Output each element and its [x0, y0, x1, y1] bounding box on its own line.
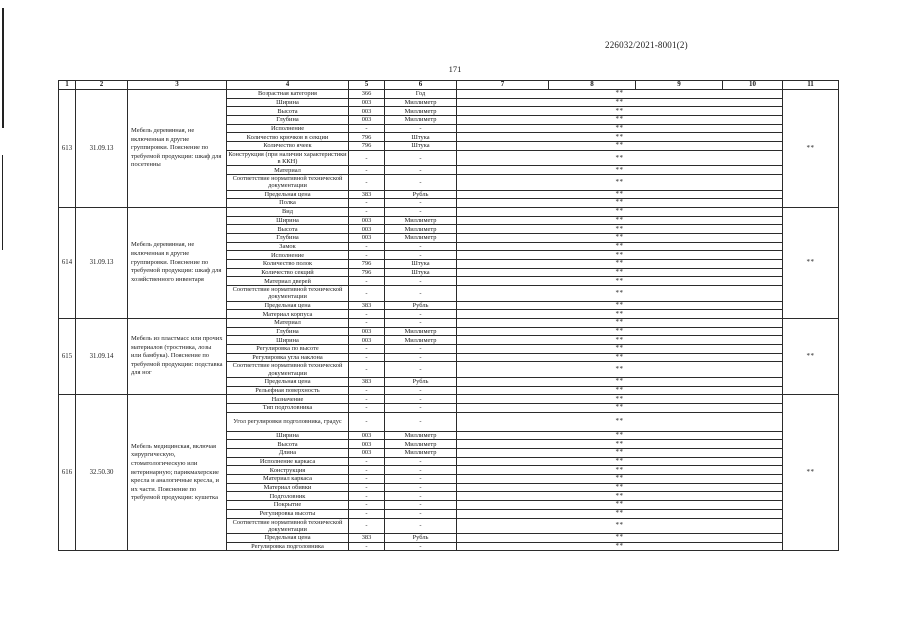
okei-code: - [349, 175, 385, 191]
characteristic-value: ** [457, 440, 783, 449]
unit-name: Миллиметр [385, 233, 457, 242]
unit-name: Миллиметр [385, 336, 457, 345]
okei-code: 003 [349, 327, 385, 336]
okei-code: - [349, 251, 385, 260]
characteristic-name: Материал [227, 166, 349, 175]
okei-code: 003 [349, 116, 385, 125]
item-description: Мебель медицинская, включая хирургическую, стоматологическую или ветеринарную; парикмахерские кресла и аналогичные кресла, и их части. Пояснение по требуемой продукции: кушетка [128, 395, 227, 551]
characteristic-name: Высота [227, 440, 349, 449]
characteristic-value: ** [457, 242, 783, 251]
unit-name: - [385, 166, 457, 175]
unit-name: - [385, 277, 457, 286]
characteristic-value: ** [457, 395, 783, 404]
unit-name: - [385, 518, 457, 534]
okei-code: 003 [349, 336, 385, 345]
characteristic-name: Тип подголовника [227, 403, 349, 412]
unit-name: - [385, 475, 457, 484]
okei-code: 003 [349, 233, 385, 242]
okei-code: - [349, 501, 385, 510]
unit-name: - [385, 501, 457, 510]
characteristic-name: Исполнение каркаса [227, 457, 349, 466]
characteristic-value: ** [457, 190, 783, 199]
characteristic-name: Исполнение [227, 124, 349, 133]
characteristic-value: ** [457, 466, 783, 475]
characteristic-name: Глубина [227, 327, 349, 336]
characteristic-value: ** [457, 90, 783, 99]
characteristic-name: Замок [227, 242, 349, 251]
characteristic-value: ** [457, 492, 783, 501]
okpd2-code: 32.50.30 [76, 395, 128, 551]
unit-name: - [385, 353, 457, 362]
characteristic-name: Исполнение [227, 251, 349, 260]
item-number: 614 [59, 207, 76, 318]
characteristic-name: Предельная цена [227, 377, 349, 386]
okei-code: 383 [349, 534, 385, 543]
characteristic-value: ** [457, 107, 783, 116]
unit-name: - [385, 199, 457, 208]
unit-name: Штука [385, 268, 457, 277]
characteristic-value: ** [457, 207, 783, 216]
okei-code: - [349, 362, 385, 378]
okei-code: 003 [349, 449, 385, 458]
okei-code: - [349, 475, 385, 484]
characteristic-name: Регулировка по высоте [227, 345, 349, 354]
characteristic-value: ** [457, 124, 783, 133]
unit-name: Штука [385, 142, 457, 151]
okei-code: - [349, 395, 385, 404]
characteristic-name: Конструкция (при наличии характеристики в ККН) [228, 150, 347, 166]
characteristic-value: ** [457, 386, 783, 395]
okei-code: - [349, 353, 385, 362]
document-reg-number: 226032/2021-8001(2) [605, 40, 688, 50]
header-cell: 11 [783, 81, 839, 90]
unit-name: - [385, 242, 457, 251]
characteristic-value: ** [457, 483, 783, 492]
okei-code: 003 [349, 107, 385, 116]
scan-edge-mark [2, 155, 3, 250]
table-row [59, 318, 839, 327]
characteristic-name: Возрастная категория [227, 90, 349, 99]
characteristic-name: Предельная цена [227, 534, 349, 543]
okei-code: - [349, 277, 385, 286]
characteristic-name: Регулировка подголовника [227, 542, 349, 551]
okei-code: - [349, 286, 385, 302]
characteristic-name: Высота [227, 107, 349, 116]
unit-name: - [385, 542, 457, 551]
characteristic-name: Конструкция [227, 466, 349, 475]
unit-name: Миллиметр [385, 327, 457, 336]
page-number: 171 [448, 64, 462, 74]
header-cell: 9 [636, 81, 723, 90]
characteristic-value: ** [457, 345, 783, 354]
characteristic-value: ** [457, 301, 783, 310]
okei-code: - [349, 483, 385, 492]
unit-name: - [385, 318, 457, 327]
okei-code: 003 [349, 431, 385, 440]
header-cell: 10 [723, 81, 783, 90]
justification-cell: ** [783, 90, 839, 208]
characteristic-value: ** [457, 150, 783, 166]
characteristic-value: ** [457, 98, 783, 107]
characteristic-value: ** [457, 277, 783, 286]
characteristic-value: ** [457, 225, 783, 234]
item-description: Мебель деревянная, не включенная в другие группировки. Пояснение по требуемой продукции: шкаф для посетенны [128, 90, 227, 208]
justification-cell: ** [783, 318, 839, 394]
characteristic-name: Материал дверей [227, 277, 349, 286]
unit-name: - [385, 483, 457, 492]
unit-name: - [385, 345, 457, 354]
characteristic-name: Подголовник [227, 492, 349, 501]
unit-name: - [385, 412, 457, 431]
justification-cell: ** [783, 395, 839, 551]
okei-code: - [349, 518, 385, 534]
characteristic-name: Количество крючков в секции [227, 133, 349, 142]
item-number: 616 [59, 395, 76, 551]
okei-code: - [349, 242, 385, 251]
header-cell: 1 [59, 81, 76, 90]
table-row [59, 395, 839, 404]
characteristic-value: ** [457, 431, 783, 440]
characteristic-value: ** [457, 233, 783, 242]
okei-code: 003 [349, 225, 385, 234]
characteristic-value: ** [457, 475, 783, 484]
characteristic-value: ** [457, 353, 783, 362]
characteristic-name: Предельная цена [227, 301, 349, 310]
unit-name: Штука [385, 260, 457, 269]
okei-code: 796 [349, 260, 385, 269]
okei-code: - [349, 345, 385, 354]
header-cell: 4 [227, 81, 349, 90]
okei-code: 796 [349, 142, 385, 151]
unit-name: - [385, 124, 457, 133]
okei-code: - [349, 199, 385, 208]
item-description: Мебель из пластмасс или прочих материалов (тростника, лозы или бамбука). Пояснение по требуемой продукции: подставка для ног [128, 318, 227, 394]
characteristic-name: Материал обивки [227, 483, 349, 492]
unit-name: - [385, 466, 457, 475]
item-description: Мебель деревянная, не включенная в другие группировки. Пояснение по требуемой продукции: шкаф для хозяйственного инвентаря [128, 207, 227, 318]
characteristic-name: Регулировка угла наклона [227, 353, 349, 362]
header-cell: 2 [76, 81, 128, 90]
characteristic-name: Глубина [227, 233, 349, 242]
header-cell: 5 [349, 81, 385, 90]
okei-code: - [349, 403, 385, 412]
unit-name: Рубль [385, 190, 457, 199]
okei-code: 383 [349, 190, 385, 199]
characteristic-name: Соответствие нормативной технической документации [227, 518, 349, 534]
item-number: 613 [59, 90, 76, 208]
characteristic-value: ** [457, 116, 783, 125]
characteristic-name: Материал каркаса [227, 475, 349, 484]
characteristic-value: ** [457, 133, 783, 142]
characteristic-value: ** [457, 534, 783, 543]
characteristic-name: Ширина [227, 336, 349, 345]
header-row [59, 81, 839, 90]
unit-name: - [385, 509, 457, 518]
okpd2-code: 31.09.14 [76, 318, 128, 394]
unit-name: - [385, 310, 457, 319]
okei-code: - [349, 310, 385, 319]
okpd2-code: 31.09.13 [76, 207, 128, 318]
table-row [59, 207, 839, 216]
unit-name: Миллиметр [385, 116, 457, 125]
characteristic-value: ** [457, 310, 783, 319]
characteristic-name: Регулировка высоты [227, 509, 349, 518]
characteristic-value: ** [457, 501, 783, 510]
okei-code: 003 [349, 98, 385, 107]
okei-code: - [349, 412, 385, 431]
okpd2-code: 31.09.13 [76, 90, 128, 208]
unit-name: Год [385, 90, 457, 99]
characteristic-value: ** [457, 518, 783, 534]
characteristic-name: Ширина [227, 98, 349, 107]
unit-name: - [385, 492, 457, 501]
characteristic-name: Назначение [227, 395, 349, 404]
okei-code: - [349, 150, 385, 166]
characteristic-value: ** [457, 509, 783, 518]
characteristic-name: Количество полок [227, 260, 349, 269]
unit-name: Миллиметр [385, 431, 457, 440]
characteristic-name: Ширина [227, 431, 349, 440]
okei-code: - [349, 386, 385, 395]
table-row [59, 90, 839, 99]
characteristic-value: ** [457, 327, 783, 336]
unit-name: Штука [385, 133, 457, 142]
unit-name: Миллиметр [385, 225, 457, 234]
header-cell: 6 [385, 81, 457, 90]
unit-name: - [385, 286, 457, 302]
characteristic-name: Материал [227, 318, 349, 327]
item-number: 615 [59, 318, 76, 394]
header-cell: 7 [457, 81, 549, 90]
unit-name: Миллиметр [385, 98, 457, 107]
specification-table [58, 80, 839, 551]
okei-code: - [349, 318, 385, 327]
characteristic-value: ** [457, 318, 783, 327]
characteristic-name: Соответствие нормативной технической документации [227, 286, 349, 302]
characteristic-value: ** [457, 251, 783, 260]
unit-name: Рубль [385, 534, 457, 543]
characteristic-name: Рельефная поверхность [227, 386, 349, 395]
characteristic-name: Угол регулировки подголовника, градус [227, 412, 349, 431]
characteristic-value: ** [457, 457, 783, 466]
characteristic-name: Высота [227, 225, 349, 234]
unit-name: - [385, 395, 457, 404]
characteristic-name: Вид [227, 207, 349, 216]
unit-name: - [385, 362, 457, 378]
characteristic-value: ** [457, 260, 783, 269]
characteristic-value: ** [457, 412, 783, 431]
okei-code: 003 [349, 216, 385, 225]
unit-name: Миллиметр [385, 216, 457, 225]
characteristic-name: Количество секций [227, 268, 349, 277]
unit-name: Рубль [385, 301, 457, 310]
characteristic-name: Предельная цена [227, 190, 349, 199]
characteristic-value: ** [457, 377, 783, 386]
table-body [59, 81, 839, 551]
unit-name: - [385, 150, 457, 166]
characteristic-name: Покрытие [227, 501, 349, 510]
characteristic-value: ** [457, 403, 783, 412]
characteristic-value: ** [457, 542, 783, 551]
characteristic-name: Полка [227, 199, 349, 208]
characteristic-value: ** [457, 268, 783, 277]
unit-name: Миллиметр [385, 107, 457, 116]
characteristic-name: Соответствие нормативной технической документации [227, 362, 349, 378]
characteristic-value: ** [457, 362, 783, 378]
characteristic-value: ** [457, 199, 783, 208]
characteristic-value: ** [457, 175, 783, 191]
okei-code: - [349, 542, 385, 551]
unit-name: - [385, 386, 457, 395]
okei-code: - [349, 207, 385, 216]
characteristic-name: Количество ячеек [227, 142, 349, 151]
unit-name: - [385, 207, 457, 216]
unit-name: Миллиметр [385, 440, 457, 449]
header-cell: 3 [128, 81, 227, 90]
characteristic-value: ** [457, 166, 783, 175]
unit-name: Рубль [385, 377, 457, 386]
scan-edge-mark [2, 8, 4, 128]
header-cell: 8 [549, 81, 636, 90]
characteristic-value: ** [457, 142, 783, 151]
unit-name: - [385, 251, 457, 260]
unit-name: - [385, 175, 457, 191]
okei-code: - [349, 509, 385, 518]
characteristic-value: ** [457, 216, 783, 225]
okei-code: 383 [349, 377, 385, 386]
unit-name: - [385, 403, 457, 412]
unit-name: Миллиметр [385, 449, 457, 458]
okei-code: 383 [349, 301, 385, 310]
okei-code: - [349, 124, 385, 133]
justification-cell: ** [783, 207, 839, 318]
characteristic-name: Глубина [227, 116, 349, 125]
okei-code: 003 [349, 440, 385, 449]
characteristic-value: ** [457, 336, 783, 345]
characteristic-name: Длина [227, 449, 349, 458]
characteristic-value: ** [457, 449, 783, 458]
okei-code: - [349, 466, 385, 475]
characteristic-value: ** [457, 286, 783, 302]
okei-code: 796 [349, 133, 385, 142]
unit-name: - [385, 457, 457, 466]
okei-code: 796 [349, 268, 385, 277]
okei-code: - [349, 457, 385, 466]
characteristic-name: Соответствие нормативной технической документации [227, 175, 349, 191]
okei-code: 366 [349, 90, 385, 99]
okei-code: - [349, 492, 385, 501]
characteristic-name: Ширина [227, 216, 349, 225]
characteristic-name: Материал корпуса [227, 310, 349, 319]
okei-code: - [349, 166, 385, 175]
